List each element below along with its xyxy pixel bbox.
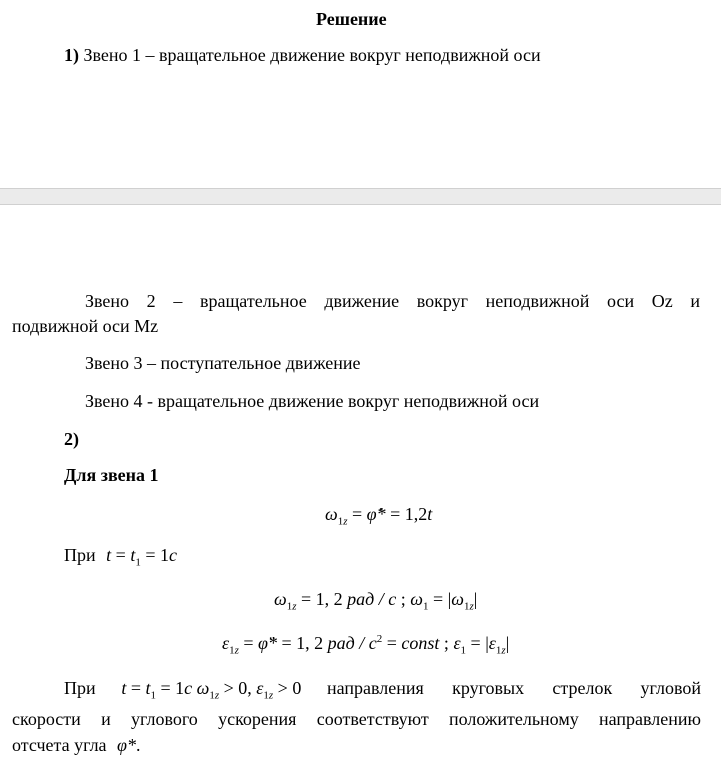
paragraph-line-2: скорости и углового ускорения соответствуют положительному направлению — [12, 709, 701, 729]
page-separator — [0, 188, 721, 205]
phi-symbol: φ* — [117, 735, 137, 755]
equation-omega: $\omega_{1z}$ = φ̇* = 1,2t — [325, 504, 433, 528]
equation-omega-value: $\omega_{1z} = 1$, 2 рад / с ; $\omega_1 = |\omega_{1z}|$ — [274, 589, 478, 613]
paragraph-line-1-rest: направления круговых стрелок угловой — [327, 678, 701, 698]
pri-line — [64, 545, 177, 569]
point-1-text: Звено 1 – вращательное движение вокруг неподвижной оси — [83, 45, 541, 65]
page-title: Решение — [316, 9, 387, 29]
section-title: Для звена 1 — [64, 465, 159, 485]
link-2-line-2: подвижной оси Mz — [12, 316, 159, 336]
point-2-number: 2) — [64, 429, 79, 449]
paragraph-pri: При — [64, 678, 96, 698]
link-2-line-1: Звено 2 – вращательное движение вокруг неподвижной оси Oz и — [85, 291, 700, 311]
paragraph-math: $t = t_1 = 1c$ $\omega_{1z} > 0$, $\varepsilon_{1z} > 0$ — [121, 678, 302, 702]
paragraph-line-1 — [64, 678, 701, 702]
link-3-text: Звено 3 – поступательное движение — [85, 353, 361, 373]
point-1 — [64, 45, 541, 66]
equation-epsilon: $\varepsilon_{1z}$ = φ̈* = 1, 2 рад / $с^2$ = const ; $\varepsilon_1 = |\varepsilon_{1z}|$ — [222, 633, 510, 657]
pri-equation: $t = t_1 = 1c$ — [106, 545, 177, 569]
point-1-number: 1) — [64, 45, 79, 65]
link-4-text: Звено 4 - вращательное движение вокруг неподвижной оси — [85, 391, 540, 411]
pri-label: При — [64, 545, 96, 565]
paragraph-line-3: отсчета угла φ*. — [12, 735, 141, 755]
